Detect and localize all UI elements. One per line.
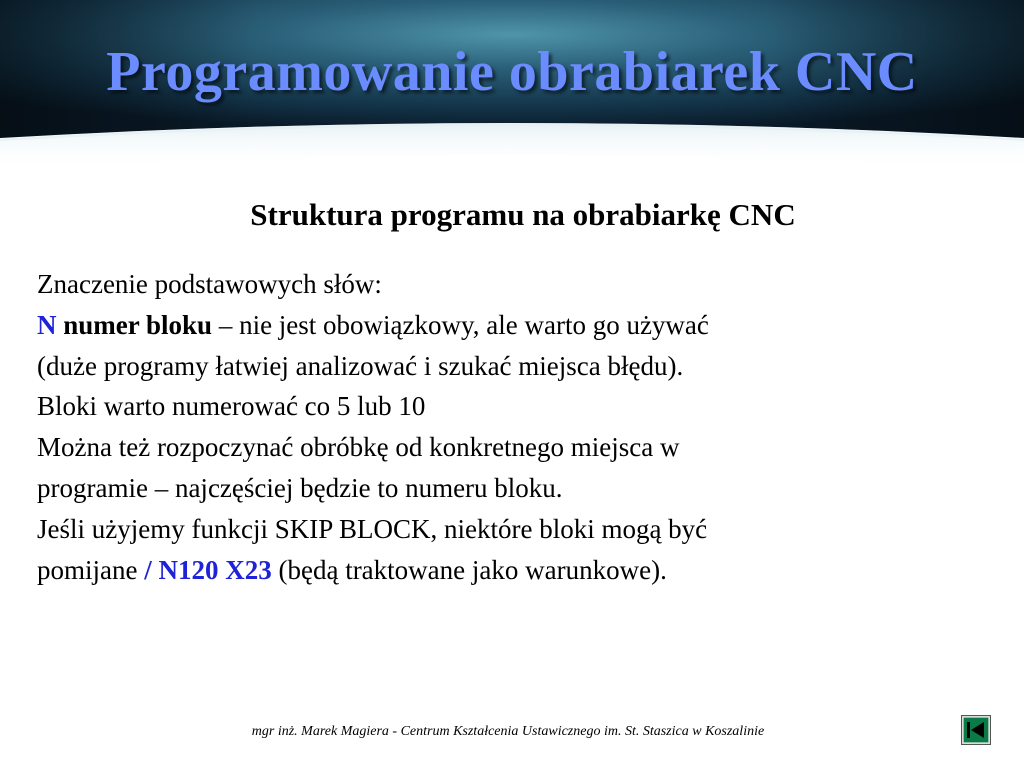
slide-body <box>37 264 997 590</box>
body-line-5: Można też rozpoczynać obróbkę od konkretnego miejsca w <box>37 432 680 463</box>
body-line-7: Jeśli użyjemy funkcji SKIP BLOCK, niektóre bloki mogą być <box>37 513 708 544</box>
body-line-3: (duże programy łatwiej analizować i szukać miejsca błędu). <box>37 350 684 381</box>
code-example: / N120 X23 <box>144 554 272 585</box>
body-line-1: Znaczenie podstawowych słów: <box>37 269 382 299</box>
slide-subtitle: Struktura programu na obrabiarkę CNC <box>250 197 796 232</box>
first-slide-button[interactable] <box>961 715 991 745</box>
body-line-6: programie – najczęściej będzie to numeru bloku. <box>37 472 563 503</box>
body-line-8 <box>37 550 997 591</box>
body-line-2 <box>37 305 997 346</box>
slide-title: Programowanie obrabiarek CNC <box>106 41 918 103</box>
code-n: N <box>37 309 57 340</box>
body-line-8-post: (będą traktowane jako warunkowe). <box>271 554 667 585</box>
skip-to-first-icon <box>961 715 991 745</box>
term-block-number: numer bloku <box>63 309 213 340</box>
body-line-4: Bloki warto numerować co 5 lub 10 <box>37 391 426 422</box>
body-line-8-pre: pomijane <box>37 554 145 585</box>
body-line-2-rest: – nie jest obowiązkowy, ale warto go używać <box>212 309 709 340</box>
slide-footer: mgr inż. Marek Magiera - Centrum Kształcenia Ustawicznego im. St. Staszica w Koszalinie <box>251 724 765 739</box>
